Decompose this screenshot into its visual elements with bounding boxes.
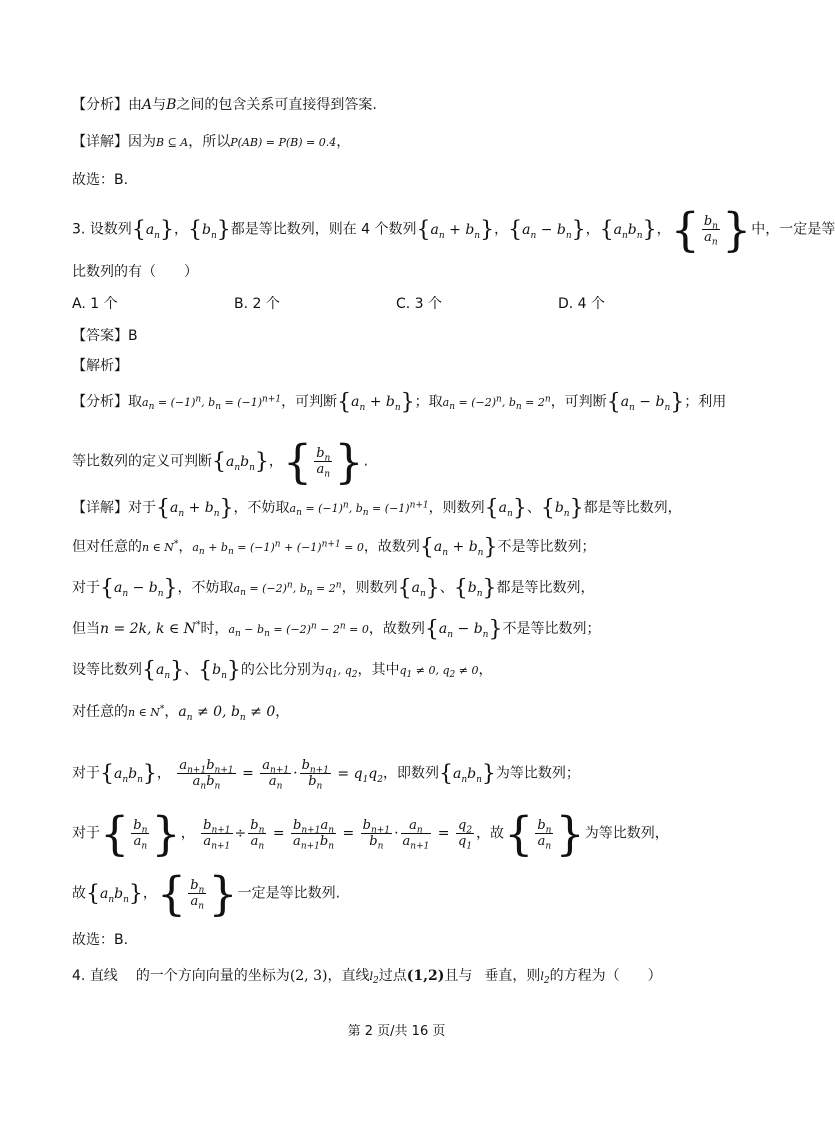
answer-line: 【答案】B (72, 328, 138, 344)
analysis-q3-line2: 等比数列的定义可判断$\{a_nb_n\}$，{ $\frac{b_n}{a_n}$ }. (72, 434, 369, 489)
detail-6: 对任意的n ∈ N*，$a_n \ne 0$, $b_n \ne 0$， (72, 704, 290, 723)
question-3-line2: 比数列的有（ ） (72, 264, 198, 280)
question-3: 3. 设数列$\{a_n\}$，$\{b_n\}$都是等比数列，则在 4 个数列$\{a_n + b_n\}$，$\{a_n - b_n\}$，$\{a_nb_n\}$，{ $\frac{b_n}{a_n}$ }中，一定是等 (72, 202, 835, 257)
detail-5: 设等比数列$\{a_n\}$、$\{b_n\}$的公比分别为$q_1$, $q_2$，其中$q_1 \ne 0$, $q_2 \ne 0$， (72, 658, 493, 683)
question-4: 4. 直线 的一个方向向量的坐标为(2, 3)，直线$l_2$过点(1,2)且与 垂直，则$l_2$的方程为（ ） (72, 968, 662, 987)
detail-7: 对于$\{a_nb_n\}$， $\frac{a_{n+1}b_{n+1}}{a_nb_n}$ = $\frac{a_{n+1}}{a_n}$ · $\frac{b_{n+1}}{b_n}$ = $q_1q_2$，即数列$\{a_nb_n\}$为等比数列； (72, 758, 580, 792)
option-d[interactable]: D. 4 个 (558, 296, 606, 312)
detail-8: 对于{ $\frac{b_n}{a_n}$ }， $\frac{b_{n+1}}{a_{n+1}}$ ÷ $\frac{b_n}{a_n}$ = $\frac{b_{n+1}a_n}{a_{n+1}b_n}$ = $\frac{b_{n+1}}{b_n}$ · $\frac{a_n}{a_{n+1}}$ = $\frac{q_2}{q_1}$ ，故{ $\frac{b_n}{a_n}$ }为等比数列， (72, 806, 669, 861)
detail-2: 但对任意的n ∈ N*，$a_n + b_n = (-1)^n + (-1)^{n+1} = 0$，故数列$\{a_n + b_n\}$不是等比数列； (72, 535, 596, 560)
analysis-q3: 【分析】取$a_n = (-1)^n$, $b_n = (-1)^{n+1}$，可判断$\{a_n + b_n\}$；取$a_n = (-2)^n$, $b_n = 2^n$，可判断$\{a_n - b_n\}$；利用 (72, 390, 727, 415)
detail-9: 故$\{a_nb_n\}$，{ $\frac{b_n}{a_n}$ }一定是等比数列. (72, 866, 341, 921)
page-footer: 第 2 页/共 16 页 (347, 1024, 446, 1039)
choice-line: 故选：B. (72, 172, 129, 188)
detail-line: 【详解】因为B ⊆ A，所以P(AB) = P(B) = 0.4， (72, 134, 351, 150)
explanation-heading: 【解析】 (72, 358, 128, 374)
detail-4: 但当n = 2k, k ∈ N*时，$a_n - b_n = (-2)^n - 2^n = 0$，故数列$\{a_n - b_n\}$不是等比数列； (72, 617, 601, 642)
option-c[interactable]: C. 3 个 (396, 296, 443, 312)
tag-detail: 【详解】 (72, 134, 128, 150)
option-b[interactable]: B. 2 个 (234, 296, 280, 312)
detail-1: 【详解】对于$\{a_n + b_n\}$，不妨取$a_n = (-1)^n$, $b_n = (-1)^{n+1}$，则数列$\{a_n\}$、$\{b_n\}$都是等比数列， (72, 496, 682, 521)
question-3-options (72, 294, 772, 314)
detail-10: 故选：B. (72, 932, 129, 948)
analysis-line: 【分析】由A与B之间的包含关系可直接得到答案. (72, 97, 377, 113)
detail-3: 对于$\{a_n - b_n\}$，不妨取$a_n = (-2)^n$, $b_n = 2^n$，则数列$\{a_n\}$、$\{b_n\}$都是等比数列， (72, 576, 595, 601)
option-a[interactable]: A. 1 个 (72, 296, 118, 312)
tag-analysis: 【分析】 (72, 97, 128, 113)
